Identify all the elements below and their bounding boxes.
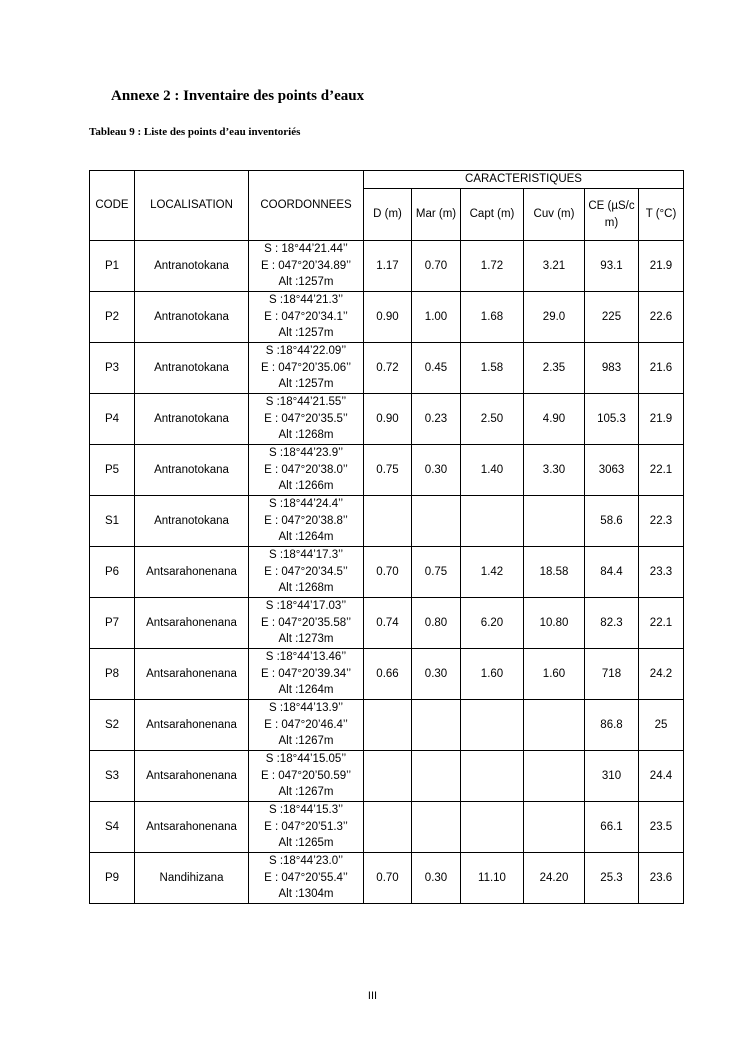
cell-capt: 2.50 [461, 394, 524, 445]
cell-t: 23.6 [639, 853, 684, 904]
cell-cuv [524, 751, 585, 802]
cell-cuv: 3.30 [524, 445, 585, 496]
header-caracteristiques: CARACTERISTIQUES [364, 171, 684, 189]
header-t: T (°C) [639, 189, 684, 241]
cell-mar [412, 700, 461, 751]
header-d: D (m) [364, 189, 412, 241]
table-caption: Tableau 9 : Liste des points d’eau inventoriés [89, 126, 301, 138]
cell-capt: 1.60 [461, 649, 524, 700]
cell-coordinates [249, 853, 364, 904]
cell-d: 0.72 [364, 343, 412, 394]
cell-coordinates [249, 547, 364, 598]
cell-ce: 983 [585, 343, 639, 394]
table-row [90, 751, 684, 802]
cell-cuv: 2.35 [524, 343, 585, 394]
page-number: III [367, 990, 378, 1002]
cell-d: 0.70 [364, 547, 412, 598]
cell-localisation: Antranotokana [135, 343, 249, 394]
cell-capt: 1.40 [461, 445, 524, 496]
cell-code: P4 [90, 394, 135, 445]
cell-coordinates [249, 292, 364, 343]
water-points-table [89, 170, 684, 904]
coord-alt: Alt :1304m [278, 888, 334, 901]
coord-e: E : 047°20’35.06’’ [260, 361, 352, 374]
cell-t: 25 [639, 700, 684, 751]
cell-coordinates [249, 598, 364, 649]
coord-s: S :18°44’15.3’’ [268, 804, 344, 817]
cell-d [364, 751, 412, 802]
header-localisation: LOCALISATION [135, 171, 249, 241]
table-row [90, 496, 684, 547]
cell-code: P8 [90, 649, 135, 700]
cell-mar [412, 802, 461, 853]
coord-s: S :18°44’21.3’’ [268, 294, 344, 307]
cell-code: P1 [90, 241, 135, 292]
cell-capt: 1.58 [461, 343, 524, 394]
coord-alt: Alt :1267m [278, 735, 334, 748]
cell-code: P9 [90, 853, 135, 904]
cell-localisation: Antsarahonenana [135, 700, 249, 751]
cell-cuv [524, 496, 585, 547]
cell-ce: 58.6 [585, 496, 639, 547]
coord-s: S :18°44’24.4’’ [268, 498, 344, 511]
cell-localisation: Antsarahonenana [135, 547, 249, 598]
header-coordonnees: COORDONNEES [249, 171, 364, 241]
cell-localisation: Antsarahonenana [135, 751, 249, 802]
cell-mar: 1.00 [412, 292, 461, 343]
cell-t: 21.9 [639, 394, 684, 445]
cell-ce: 66.1 [585, 802, 639, 853]
cell-t: 21.6 [639, 343, 684, 394]
header-code: CODE [90, 171, 135, 241]
cell-t: 23.5 [639, 802, 684, 853]
coord-s: S :18°44’22.09’’ [265, 345, 347, 358]
cell-t: 22.1 [639, 598, 684, 649]
coord-e: E : 047°20’46.4’’ [264, 718, 348, 731]
cell-coordinates [249, 445, 364, 496]
cell-cuv: 4.90 [524, 394, 585, 445]
cell-d [364, 700, 412, 751]
cell-code: P2 [90, 292, 135, 343]
table-row [90, 598, 684, 649]
cell-mar: 0.75 [412, 547, 461, 598]
cell-coordinates [249, 496, 364, 547]
annex-title: Annexe 2 : Inventaire des points d’eaux [111, 88, 365, 104]
coord-alt: Alt :1266m [278, 480, 334, 493]
cell-code: S4 [90, 802, 135, 853]
table-row [90, 445, 684, 496]
cell-code: P3 [90, 343, 135, 394]
cell-cuv: 3.21 [524, 241, 585, 292]
cell-capt: 1.68 [461, 292, 524, 343]
coord-s: S :18°44’21.55’’ [265, 396, 347, 409]
cell-ce: 105.3 [585, 394, 639, 445]
table-row [90, 343, 684, 394]
cell-mar: 0.70 [412, 241, 461, 292]
cell-d [364, 496, 412, 547]
cell-ce: 84.4 [585, 547, 639, 598]
cell-localisation: Nandihizana [135, 853, 249, 904]
cell-cuv [524, 700, 585, 751]
coord-alt: Alt :1257m [278, 327, 334, 340]
cell-capt: 6.20 [461, 598, 524, 649]
cell-t: 21.9 [639, 241, 684, 292]
table-row [90, 547, 684, 598]
coord-s: S :18°44’17.3’’ [268, 549, 344, 562]
cell-localisation: Antsarahonenana [135, 802, 249, 853]
cell-localisation: Antranotokana [135, 445, 249, 496]
coord-e: E : 047°20’34.5’’ [264, 565, 348, 578]
cell-mar: 0.23 [412, 394, 461, 445]
cell-code: P6 [90, 547, 135, 598]
coord-e: E : 047°20’35.5’’ [264, 412, 348, 425]
cell-mar: 0.30 [412, 853, 461, 904]
cell-ce: 718 [585, 649, 639, 700]
cell-cuv: 18.58 [524, 547, 585, 598]
header-capt: Capt (m) [461, 189, 524, 241]
table-row [90, 394, 684, 445]
cell-cuv: 1.60 [524, 649, 585, 700]
cell-mar [412, 751, 461, 802]
coord-s: S :18°44’17.03’’ [265, 600, 347, 613]
cell-capt: 11.10 [461, 853, 524, 904]
coord-e: E : 047°20’51.3’’ [264, 820, 348, 833]
cell-localisation: Antsarahonenana [135, 598, 249, 649]
cell-d: 0.70 [364, 853, 412, 904]
header-mar: Mar (m) [412, 189, 461, 241]
cell-t: 24.2 [639, 649, 684, 700]
cell-t: 23.3 [639, 547, 684, 598]
cell-t: 22.1 [639, 445, 684, 496]
cell-coordinates [249, 394, 364, 445]
coord-s: S : 18°44’21.44’’ [264, 243, 348, 256]
cell-mar: 0.80 [412, 598, 461, 649]
cell-code: S1 [90, 496, 135, 547]
coord-alt: Alt :1268m [278, 582, 334, 595]
cell-code: P7 [90, 598, 135, 649]
cell-coordinates [249, 343, 364, 394]
coord-e: E : 047°20’38.8’’ [264, 514, 348, 527]
coord-e: E : 047°20’34.89’’ [260, 259, 352, 272]
cell-ce: 310 [585, 751, 639, 802]
cell-code: S3 [90, 751, 135, 802]
table-row [90, 241, 684, 292]
cell-t: 22.6 [639, 292, 684, 343]
coord-e: E : 047°20’34.1’’ [264, 310, 348, 323]
cell-code: P5 [90, 445, 135, 496]
cell-localisation: Antranotokana [135, 292, 249, 343]
cell-d: 0.90 [364, 394, 412, 445]
cell-ce: 82.3 [585, 598, 639, 649]
table-row [90, 649, 684, 700]
cell-localisation: Antsarahonenana [135, 649, 249, 700]
coord-s: S :18°44’13.9’’ [268, 702, 344, 715]
cell-ce: 3063 [585, 445, 639, 496]
cell-mar: 0.30 [412, 649, 461, 700]
cell-d: 0.66 [364, 649, 412, 700]
coord-s: S :18°44’15.05’’ [265, 753, 347, 766]
cell-code: S2 [90, 700, 135, 751]
cell-capt [461, 700, 524, 751]
cell-coordinates [249, 802, 364, 853]
cell-capt [461, 751, 524, 802]
coord-s: S :18°44’23.9’’ [268, 447, 344, 460]
cell-t: 22.3 [639, 496, 684, 547]
cell-localisation: Antranotokana [135, 241, 249, 292]
cell-d: 0.75 [364, 445, 412, 496]
cell-coordinates [249, 649, 364, 700]
cell-ce: 86.8 [585, 700, 639, 751]
cell-cuv: 24.20 [524, 853, 585, 904]
coord-e: E : 047°20’35.58’’ [260, 616, 352, 629]
cell-cuv: 10.80 [524, 598, 585, 649]
coord-e: E : 047°20’39.34’’ [260, 667, 352, 680]
table-row [90, 802, 684, 853]
coord-s: S :18°44’23.0’’ [268, 855, 344, 868]
cell-d [364, 802, 412, 853]
coord-alt: Alt :1264m [278, 531, 334, 544]
coord-alt: Alt :1264m [278, 684, 334, 697]
coord-alt: Alt :1257m [278, 276, 334, 289]
cell-ce: 25.3 [585, 853, 639, 904]
header-ce: CE (µS/c m) [585, 189, 639, 241]
coord-alt: Alt :1273m [278, 633, 334, 646]
cell-capt [461, 496, 524, 547]
coord-alt: Alt :1268m [278, 429, 334, 442]
cell-coordinates [249, 241, 364, 292]
cell-cuv [524, 802, 585, 853]
cell-capt: 1.42 [461, 547, 524, 598]
cell-localisation: Antranotokana [135, 496, 249, 547]
cell-localisation: Antranotokana [135, 394, 249, 445]
cell-coordinates [249, 751, 364, 802]
cell-mar: 0.30 [412, 445, 461, 496]
table-row [90, 853, 684, 904]
cell-d: 0.90 [364, 292, 412, 343]
coord-e: E : 047°20’38.0’’ [264, 463, 348, 476]
cell-d: 1.17 [364, 241, 412, 292]
cell-mar: 0.45 [412, 343, 461, 394]
coord-alt: Alt :1267m [278, 786, 334, 799]
coord-alt: Alt :1265m [278, 837, 334, 850]
coord-e: E : 047°20’50.59’’ [260, 769, 352, 782]
cell-capt: 1.72 [461, 241, 524, 292]
cell-d: 0.74 [364, 598, 412, 649]
coord-s: S :18°44’13.46’’ [265, 651, 347, 664]
coord-alt: Alt :1257m [278, 378, 334, 391]
cell-t: 24.4 [639, 751, 684, 802]
cell-capt [461, 802, 524, 853]
table-row [90, 700, 684, 751]
cell-ce: 93.1 [585, 241, 639, 292]
cell-mar [412, 496, 461, 547]
header-cuv: Cuv (m) [524, 189, 585, 241]
cell-coordinates [249, 700, 364, 751]
table-row [90, 292, 684, 343]
cell-ce: 225 [585, 292, 639, 343]
coord-e: E : 047°20’55.4’’ [264, 871, 348, 884]
cell-cuv: 29.0 [524, 292, 585, 343]
